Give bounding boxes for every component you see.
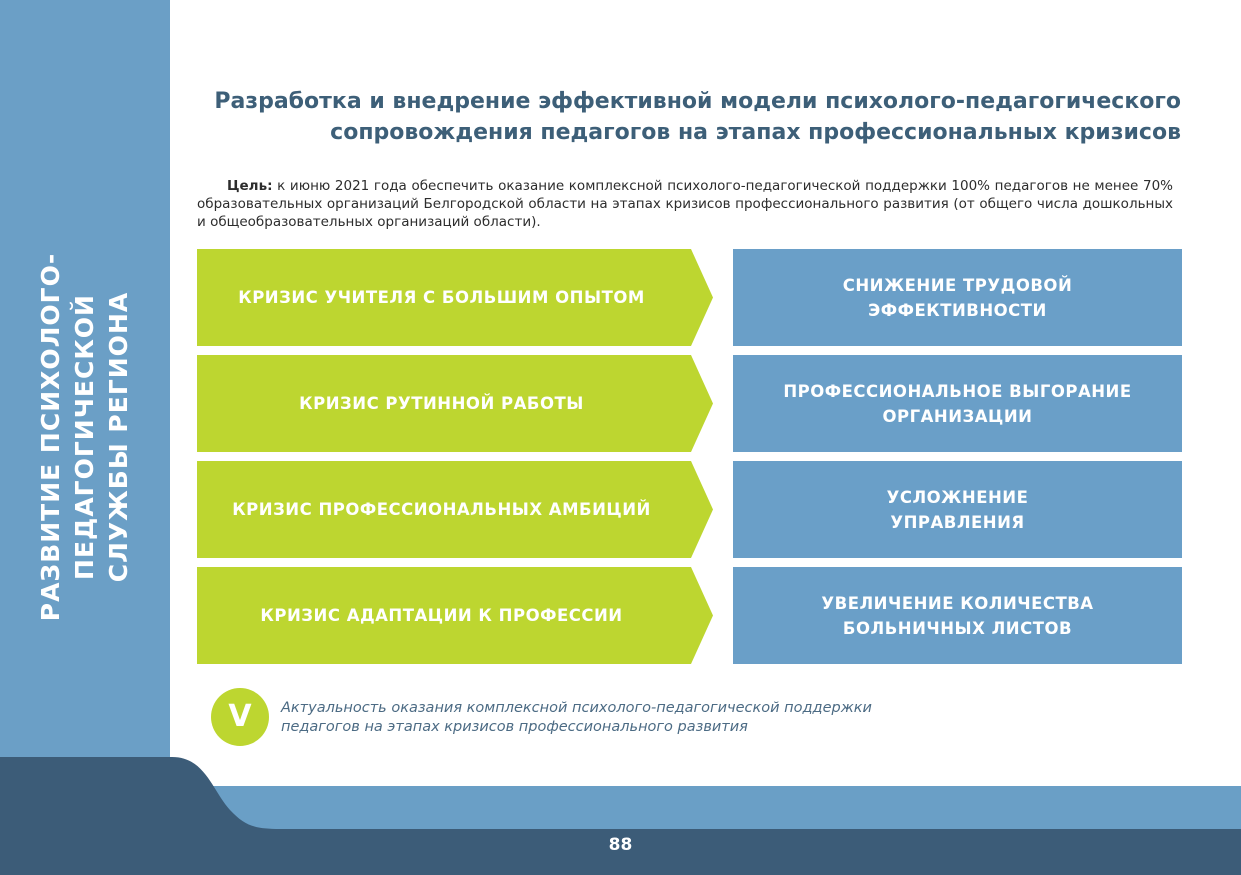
- crisis-row: [197, 567, 1182, 664]
- crisis-box: [197, 461, 686, 558]
- chevron-right-icon: [686, 461, 713, 558]
- checkmark-v-icon: V: [211, 688, 269, 746]
- crisis-row: [197, 249, 1182, 346]
- effect-label-line1: УСЛОЖНЕНИЕ: [886, 487, 1029, 507]
- relevance-note: [281, 699, 981, 737]
- page-title-line1: Разработка и внедрение эффективной модели психолого-педагогического: [214, 89, 1181, 114]
- crisis-box: [197, 249, 686, 346]
- effect-box: [733, 355, 1182, 452]
- crisis-box: [197, 567, 686, 664]
- crisis-row: [197, 461, 1182, 558]
- effect-box: [733, 461, 1182, 558]
- chevron-right-icon: [686, 355, 713, 452]
- sidebar-section-title: [34, 117, 136, 757]
- effect-box: [733, 567, 1182, 664]
- relevance-note-line1: Актуальность оказания комплексной психолого-педагогической поддержки: [281, 700, 872, 716]
- effect-box: [733, 249, 1182, 346]
- sidebar-title-line2: СЛУЖБЫ РЕГИОНА: [104, 291, 133, 583]
- page-number: 88: [608, 835, 633, 855]
- page-title-line2: сопровождения педагогов на этапах профессиональных кризисов: [330, 120, 1181, 145]
- goal-paragraph: [197, 177, 1173, 231]
- crisis-label: КРИЗИС АДАПТАЦИИ К ПРОФЕССИИ: [260, 606, 623, 625]
- sidebar-panel: [0, 0, 170, 760]
- crisis-box: [197, 355, 686, 452]
- crisis-row: [197, 355, 1182, 452]
- crisis-label: КРИЗИС УЧИТЕЛЯ С БОЛЬШИМ ОПЫТОМ: [238, 288, 645, 307]
- page-title: [201, 86, 1181, 148]
- crisis-label: КРИЗИС РУТИННОЙ РАБОТЫ: [299, 394, 584, 413]
- effect-label-line1: УВЕЛИЧЕНИЕ КОЛИЧЕСТВА: [821, 593, 1094, 613]
- effect-label-line2: ЭФФЕКТИВНОСТИ: [868, 300, 1047, 320]
- effect-label-line1: СНИЖЕНИЕ ТРУДОВОЙ: [842, 275, 1073, 295]
- effect-label-line2: ОРГАНИЗАЦИИ: [882, 406, 1033, 426]
- effect-label-line2: УПРАВЛЕНИЯ: [890, 512, 1025, 532]
- relevance-note-line2: педагогов на этапах кризисов профессионального развития: [281, 719, 748, 735]
- goal-text: к июню 2021 года обеспечить оказание комплексной психолого-педагогической поддержки 100% педагогов не менее 70% образовательных организаций Белгородской области на этапах кризисов профессионального развития (от общего числа дошкольных и общеобразовательных организаций области).: [197, 178, 1173, 230]
- effect-label-line2: БОЛЬНИЧНЫХ ЛИСТОВ: [842, 618, 1073, 638]
- chevron-right-icon: [686, 249, 713, 346]
- effect-label-line1: ПРОФЕССИОНАЛЬНОЕ ВЫГОРАНИЕ: [783, 381, 1132, 401]
- crisis-label: КРИЗИС ПРОФЕССИОНАЛЬНЫХ АМБИЦИЙ: [232, 500, 651, 519]
- chevron-right-icon: [686, 567, 713, 664]
- sidebar-title-line1: РАЗВИТИЕ ПСИХОЛОГО-ПЕДАГОГИЧЕСКОЙ: [36, 252, 99, 622]
- goal-label: Цель:: [227, 178, 273, 194]
